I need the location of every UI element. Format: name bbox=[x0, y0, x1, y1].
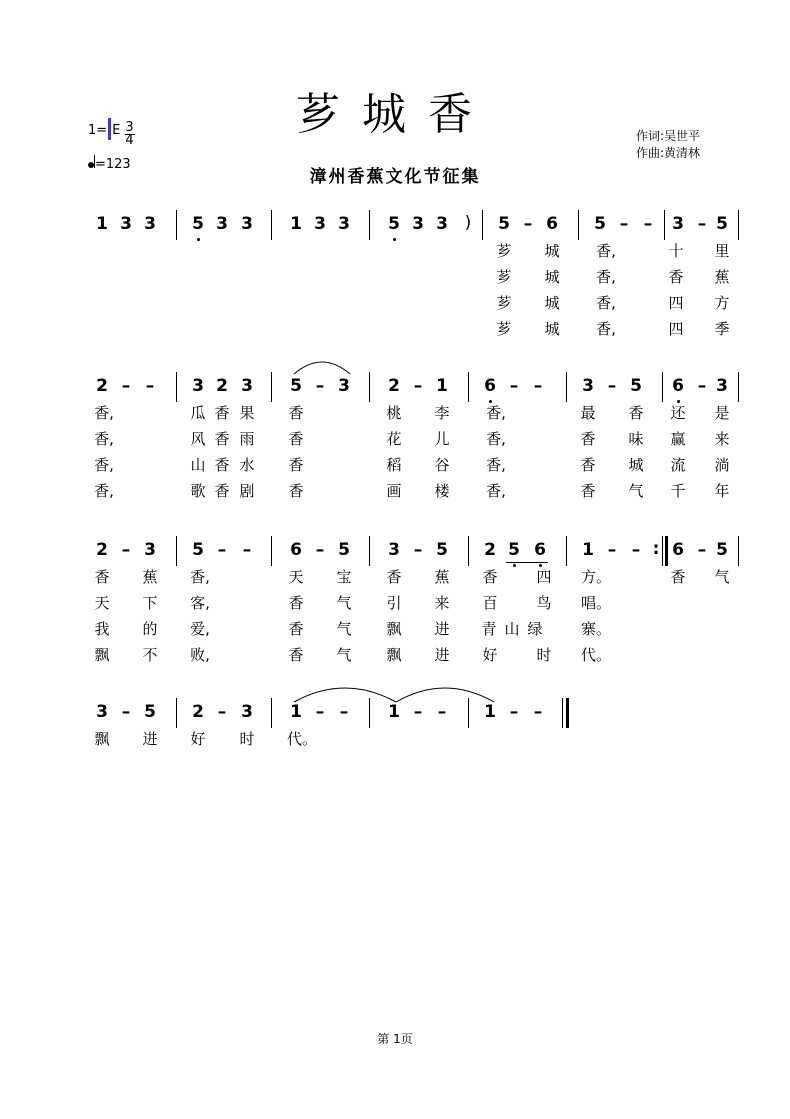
lyric: 香 bbox=[628, 404, 644, 422]
lyric: 四 bbox=[536, 568, 552, 586]
lyric: 芗 bbox=[496, 268, 512, 286]
dash: – bbox=[607, 540, 617, 560]
dash: – bbox=[413, 702, 423, 722]
lyric: 香, bbox=[486, 404, 506, 422]
lyric: 蕉 bbox=[142, 568, 158, 586]
lyric: 香, bbox=[94, 456, 114, 474]
note: 2 bbox=[192, 702, 204, 722]
note: 5 bbox=[388, 214, 400, 234]
lyric: 雨 bbox=[239, 430, 255, 448]
lyric: 最 bbox=[580, 404, 596, 422]
note: 5 bbox=[192, 214, 204, 234]
note: 6 bbox=[534, 540, 546, 560]
lyric: 香, bbox=[486, 456, 506, 474]
lyric: 飘 bbox=[94, 730, 110, 748]
lyric: 香 bbox=[214, 456, 230, 474]
lyric: 城 bbox=[544, 294, 560, 312]
lyric: 香 bbox=[288, 404, 304, 422]
note: 1 bbox=[96, 214, 108, 234]
lyric: 果 bbox=[239, 404, 255, 422]
note: 6 bbox=[672, 376, 684, 396]
lyric: 李 bbox=[434, 404, 450, 422]
lyric: 气 bbox=[336, 620, 352, 638]
lyric: 鸟 bbox=[536, 594, 552, 612]
note: 6 bbox=[290, 540, 302, 560]
lyric: 城 bbox=[628, 456, 644, 474]
lyric: 香, bbox=[94, 482, 114, 500]
dash: – bbox=[643, 214, 653, 234]
note: 2 bbox=[96, 540, 108, 560]
note: 5 bbox=[508, 540, 520, 560]
bar-line bbox=[566, 536, 567, 566]
bar-line bbox=[468, 698, 469, 728]
lyric: 是 bbox=[714, 404, 730, 422]
note: 5 bbox=[290, 376, 302, 396]
lyric: 城 bbox=[544, 320, 560, 338]
low-dot bbox=[513, 564, 516, 567]
bar-line bbox=[738, 210, 739, 240]
lyricist: 作词:吴世平 bbox=[636, 129, 701, 143]
dash: – bbox=[697, 214, 707, 234]
bar-line bbox=[738, 536, 739, 566]
time-signature bbox=[125, 122, 135, 147]
lyric: 好 bbox=[190, 730, 206, 748]
lyric: 香, bbox=[94, 404, 114, 422]
lyric: 城 bbox=[544, 268, 560, 286]
bar-line bbox=[566, 372, 567, 402]
key-signature bbox=[88, 118, 135, 147]
lyric: 稻 bbox=[386, 456, 402, 474]
dash: – bbox=[145, 376, 155, 396]
repeat-sign: : bbox=[652, 539, 660, 559]
note: 1 bbox=[290, 702, 302, 722]
lyric: 画 bbox=[386, 482, 402, 500]
lyric: 来 bbox=[434, 594, 450, 612]
lyric: 引 bbox=[386, 594, 402, 612]
lyric: 儿 bbox=[434, 430, 450, 448]
bar-line-thick bbox=[665, 536, 668, 566]
lyric: 香 bbox=[580, 482, 596, 500]
lyric: 方。 bbox=[580, 568, 612, 586]
lyric: 香 bbox=[288, 594, 304, 612]
lyric: 芗 bbox=[496, 294, 512, 312]
note: 3 bbox=[436, 214, 448, 234]
lyric: 香, bbox=[596, 320, 616, 338]
lyric: 十 bbox=[668, 242, 684, 260]
lyric: 唱。 bbox=[580, 594, 612, 612]
lyric: 来 bbox=[714, 430, 730, 448]
lyric: 进 bbox=[142, 730, 158, 748]
key-prefix: 1= bbox=[88, 123, 108, 138]
lyric: 气 bbox=[336, 594, 352, 612]
dash: – bbox=[607, 376, 617, 396]
lyric: 时 bbox=[536, 646, 552, 664]
lyric: 流 bbox=[670, 456, 686, 474]
dash: – bbox=[523, 214, 533, 234]
note: 6 bbox=[484, 376, 496, 396]
bar-line bbox=[369, 536, 370, 566]
lyric: 香 bbox=[386, 568, 402, 586]
lyric: 香 bbox=[288, 430, 304, 448]
lyric: 香, bbox=[190, 568, 210, 586]
lyric: 宝 bbox=[336, 568, 352, 586]
bar-line bbox=[562, 698, 563, 728]
bar-line bbox=[369, 372, 370, 402]
dash: – bbox=[121, 702, 131, 722]
note: 2 bbox=[216, 376, 228, 396]
lyric: 香 bbox=[580, 456, 596, 474]
note: 1 bbox=[290, 214, 302, 234]
dash: – bbox=[533, 376, 543, 396]
lyric: 香 bbox=[214, 404, 230, 422]
dash: – bbox=[121, 540, 131, 560]
lyric: 水 bbox=[239, 456, 255, 474]
lyric: 剧 bbox=[239, 482, 255, 500]
dash: – bbox=[315, 376, 325, 396]
note: 5 bbox=[192, 540, 204, 560]
bar-line bbox=[271, 372, 272, 402]
note: 3 bbox=[314, 214, 326, 234]
note: 5 bbox=[716, 214, 728, 234]
tempo-marking bbox=[88, 155, 131, 172]
lyric: 香, bbox=[486, 482, 506, 500]
lyric: 香 bbox=[214, 430, 230, 448]
lyric: 不 bbox=[142, 646, 158, 664]
composer: 作曲:黄清林 bbox=[636, 146, 701, 160]
note: 1 bbox=[484, 702, 496, 722]
lyric: 四 bbox=[668, 320, 684, 338]
lyric: 天 bbox=[288, 568, 304, 586]
low-dot bbox=[197, 238, 200, 241]
note: 2 bbox=[388, 376, 400, 396]
bar-line bbox=[176, 210, 177, 240]
repeat-paren: ) bbox=[464, 213, 472, 233]
lyric: 香 bbox=[288, 482, 304, 500]
lyric: 我 bbox=[94, 620, 110, 638]
lyric: 香 bbox=[94, 568, 110, 586]
lyric: 百 bbox=[482, 594, 498, 612]
lyric: 青山绿 bbox=[481, 620, 551, 638]
bar-line bbox=[271, 536, 272, 566]
lyric: 淌 bbox=[714, 456, 730, 474]
dash: – bbox=[697, 376, 707, 396]
time-top: 3 bbox=[125, 120, 134, 135]
lyric: 蕉 bbox=[434, 568, 450, 586]
tempo-value: =123 bbox=[95, 157, 131, 172]
lyric: 香 bbox=[668, 268, 684, 286]
note: 3 bbox=[338, 214, 350, 234]
note: 5 bbox=[716, 540, 728, 560]
note: 3 bbox=[192, 376, 204, 396]
lyric: 城 bbox=[544, 242, 560, 260]
lyric: 芗 bbox=[496, 242, 512, 260]
note: 5 bbox=[498, 214, 510, 234]
dash: – bbox=[437, 702, 447, 722]
lyric: 进 bbox=[434, 646, 450, 664]
bar-line bbox=[271, 698, 272, 728]
lyric: 年 bbox=[714, 482, 730, 500]
lyric: 气 bbox=[336, 646, 352, 664]
note: 6 bbox=[672, 540, 684, 560]
dash: – bbox=[631, 540, 641, 560]
lyric: 谷 bbox=[434, 456, 450, 474]
underline-beam bbox=[506, 562, 548, 563]
lyric: 香 bbox=[670, 568, 686, 586]
page-number: 第 1页 bbox=[377, 1032, 413, 1046]
note: 3 bbox=[672, 214, 684, 234]
lyric: 香 bbox=[214, 482, 230, 500]
final-bar-line bbox=[566, 698, 569, 728]
bar-line bbox=[271, 210, 272, 240]
lyric: 蕉 bbox=[714, 268, 730, 286]
lyric: 香 bbox=[288, 646, 304, 664]
dash: – bbox=[533, 702, 543, 722]
song-subtitle: 漳州香蕉文化节征集 bbox=[309, 167, 481, 187]
key-note: E bbox=[112, 123, 121, 138]
bar-line bbox=[369, 210, 370, 240]
note: 3 bbox=[241, 214, 253, 234]
note: 3 bbox=[716, 376, 728, 396]
lyric: 好 bbox=[482, 646, 498, 664]
lyric: 客, bbox=[190, 594, 210, 612]
dash: – bbox=[339, 702, 349, 722]
note: 3 bbox=[96, 702, 108, 722]
lyric: 风 bbox=[190, 430, 206, 448]
lyric: 败, bbox=[190, 646, 210, 664]
dash: – bbox=[413, 540, 423, 560]
bar-line bbox=[176, 372, 177, 402]
lyric: 香 bbox=[288, 456, 304, 474]
lyric: 代。 bbox=[580, 646, 612, 664]
note: 2 bbox=[96, 376, 108, 396]
dash: – bbox=[697, 540, 707, 560]
lyric: 还 bbox=[670, 404, 686, 422]
lyric: 季 bbox=[714, 320, 730, 338]
bar-line bbox=[738, 372, 739, 402]
note: 1 bbox=[436, 376, 448, 396]
bar-line bbox=[468, 536, 469, 566]
dash: – bbox=[619, 214, 629, 234]
bar-line bbox=[369, 698, 370, 728]
bar-line bbox=[664, 210, 665, 240]
dash: – bbox=[242, 540, 252, 560]
note: 3 bbox=[241, 376, 253, 396]
low-dot bbox=[393, 238, 396, 241]
lyric: 飘 bbox=[386, 646, 402, 664]
dash: – bbox=[315, 702, 325, 722]
note: 3 bbox=[412, 214, 424, 234]
note: 3 bbox=[582, 376, 594, 396]
note: 2 bbox=[484, 540, 496, 560]
time-bottom: 4 bbox=[125, 133, 134, 148]
note: 3 bbox=[120, 214, 132, 234]
lyric: 赢 bbox=[670, 430, 686, 448]
note: 5 bbox=[144, 702, 156, 722]
lyric: 花 bbox=[386, 430, 402, 448]
note: 3 bbox=[388, 540, 400, 560]
lyric: 香 bbox=[482, 568, 498, 586]
bar-line bbox=[578, 210, 579, 240]
lyric: 歌 bbox=[190, 482, 206, 500]
note: 5 bbox=[436, 540, 448, 560]
dash: – bbox=[217, 702, 227, 722]
lyric: 爱, bbox=[190, 620, 210, 638]
bar-line bbox=[176, 698, 177, 728]
note: 3 bbox=[144, 214, 156, 234]
lyric: 进 bbox=[434, 620, 450, 638]
note: 3 bbox=[338, 376, 350, 396]
note: 5 bbox=[338, 540, 350, 560]
dash: – bbox=[315, 540, 325, 560]
lyric: 里 bbox=[714, 242, 730, 260]
lyric: 代。 bbox=[286, 730, 318, 748]
bar-line bbox=[662, 536, 663, 566]
bar-line bbox=[176, 536, 177, 566]
dash: – bbox=[121, 376, 131, 396]
note: 1 bbox=[388, 702, 400, 722]
note: 1 bbox=[582, 540, 594, 560]
note: 6 bbox=[546, 214, 558, 234]
flat-icon bbox=[108, 118, 111, 140]
dash: – bbox=[509, 702, 519, 722]
note: 3 bbox=[241, 702, 253, 722]
note: 5 bbox=[630, 376, 642, 396]
dash: – bbox=[217, 540, 227, 560]
dash: – bbox=[413, 376, 423, 396]
bar-line bbox=[468, 372, 469, 402]
lyric: 飘 bbox=[94, 646, 110, 664]
lyric: 香 bbox=[580, 430, 596, 448]
note: 3 bbox=[144, 540, 156, 560]
lyric: 香 bbox=[288, 620, 304, 638]
song-title: 芗城香 bbox=[296, 89, 494, 140]
lyric: 芗 bbox=[496, 320, 512, 338]
lyric: 四 bbox=[668, 294, 684, 312]
bar-line bbox=[482, 210, 483, 240]
lyric: 瓜 bbox=[190, 404, 206, 422]
note: 5 bbox=[594, 214, 606, 234]
lyric: 香, bbox=[596, 294, 616, 312]
lyric: 天 bbox=[94, 594, 110, 612]
lyric: 飘 bbox=[386, 620, 402, 638]
lyric: 方 bbox=[714, 294, 730, 312]
lyric: 寨。 bbox=[580, 620, 612, 638]
lyric: 桃 bbox=[386, 404, 402, 422]
lyric: 香, bbox=[94, 430, 114, 448]
dash: – bbox=[509, 376, 519, 396]
lyric: 时 bbox=[239, 730, 255, 748]
bar-line bbox=[662, 372, 663, 402]
lyric: 香, bbox=[486, 430, 506, 448]
lyric: 味 bbox=[628, 430, 644, 448]
slur bbox=[292, 358, 352, 376]
lyric: 山 bbox=[190, 456, 206, 474]
lyric: 千 bbox=[670, 482, 686, 500]
lyric: 下 bbox=[142, 594, 158, 612]
lyric: 香, bbox=[596, 268, 616, 286]
lyric: 香, bbox=[596, 242, 616, 260]
lyric: 气 bbox=[628, 482, 644, 500]
lyric: 的 bbox=[142, 620, 158, 638]
note: 3 bbox=[216, 214, 228, 234]
lyric: 气 bbox=[714, 568, 730, 586]
lyric: 楼 bbox=[434, 482, 450, 500]
